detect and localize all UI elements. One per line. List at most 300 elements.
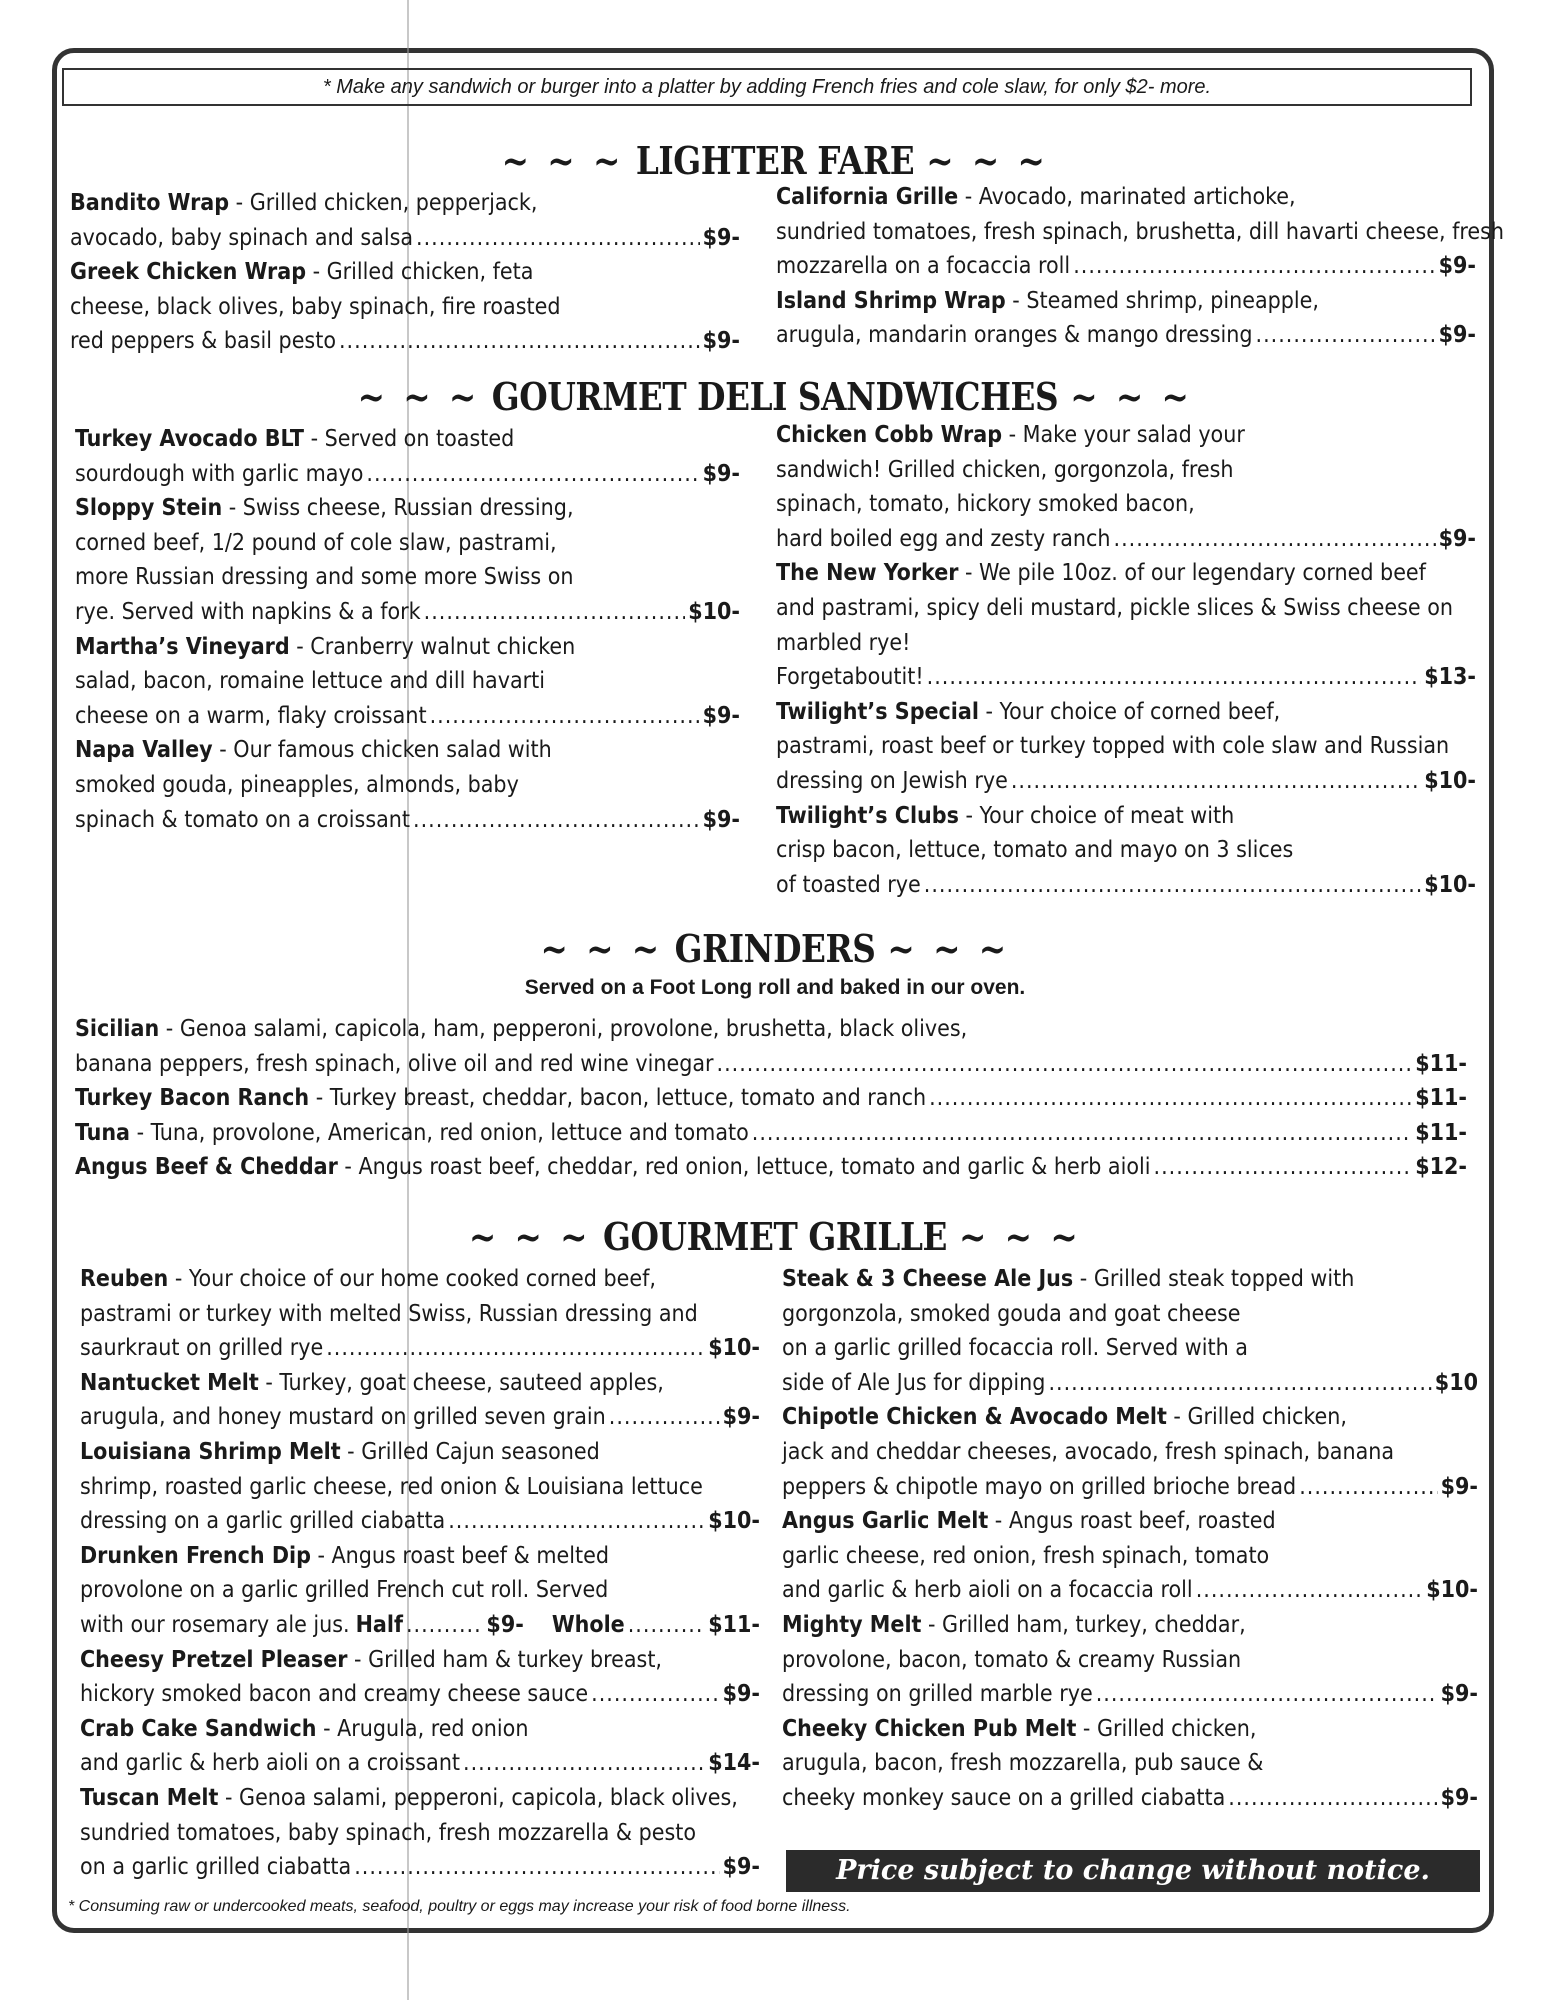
leader-dots (1256, 318, 1436, 353)
menu-item-description: rye. Served with napkins & a fork (75, 598, 421, 625)
menu-item-description: - Make your salad your (1002, 422, 1245, 448)
leader-dots (366, 457, 699, 492)
menu-item-name: Mighty Melt (782, 1611, 922, 1638)
menu-item-price: $14- (708, 1750, 760, 1777)
menu-item-name: Tuscan Melt (80, 1784, 219, 1811)
leader-dots (717, 1047, 1413, 1082)
menu-item (776, 418, 1476, 556)
menu-item-description: and garlic & herb aioli on a focaccia roll (782, 1577, 1193, 1604)
menu-item-price: $10 (1434, 1369, 1478, 1396)
menu-item-text (776, 284, 1319, 319)
menu-item-name: Nantucket Melt (80, 1369, 259, 1396)
menu-item-line (80, 1331, 760, 1366)
menu-item (80, 1366, 760, 1435)
menu-item-price: $9- (722, 1404, 760, 1431)
menu-item-text (75, 1116, 749, 1151)
menu-item-text (782, 1781, 1225, 1816)
menu-item-text (70, 221, 413, 256)
menu-item-text (782, 1539, 1269, 1574)
menu-item-text (70, 290, 560, 325)
leader-dots (1196, 1573, 1424, 1608)
leader-dots (413, 803, 700, 838)
menu-item-text (776, 249, 1070, 284)
menu-item-description: - Tuna, provolone, American, red onion, lettuce and tomato (130, 1119, 749, 1146)
menu-item-description: sourdough with garlic mayo (75, 460, 364, 487)
menu-item-description: - Grilled ham, turkey, cheddar, (921, 1611, 1246, 1638)
menu-item-description: - Grilled chicken, feta (306, 259, 534, 286)
menu-item-text (80, 1643, 662, 1678)
menu-item-description: - Your choice of meat with (958, 802, 1235, 829)
menu-item-line (75, 526, 740, 561)
menu-item-line (80, 1262, 760, 1297)
menu-item-name: Cheesy Pretzel Pleaser (80, 1646, 348, 1673)
menu-item-line (80, 1712, 760, 1747)
menu-item-description: - We pile 10oz. of our legendary corned beef (958, 560, 1426, 587)
menu-item-name: Louisiana Shrimp Melt (80, 1438, 341, 1465)
menu-item-description: on a garlic grilled focaccia roll. Served with a (782, 1335, 1248, 1362)
menu-item-text (776, 453, 1234, 488)
menu-item-price: $12- (1415, 1154, 1467, 1181)
menu-item-text (782, 1746, 1263, 1781)
menu-item-description: red peppers & basil pesto (70, 328, 336, 355)
menu-item-text (776, 418, 1245, 453)
menu-item-line (70, 221, 740, 256)
menu-item-line (776, 318, 1476, 353)
leader-dots (354, 1850, 719, 1885)
menu-item-price: $11- (1415, 1119, 1467, 1146)
menu-item-text (782, 1297, 1241, 1332)
menu-item-description: arugula, mandarin oranges & mango dressing (776, 322, 1253, 349)
half-label: Half (355, 1611, 403, 1638)
leader-dots (1096, 1677, 1438, 1712)
menu-item (75, 630, 740, 734)
half-price: $9- (486, 1611, 524, 1638)
menu-item-description: sandwich! Grilled chicken, gorgonzola, fresh (776, 456, 1234, 483)
heading-gourmet-grille: ~ ~ ~ GOURMET GRILLE ~ ~ ~ (468, 1214, 1082, 1259)
menu-item-line (75, 422, 740, 457)
menu-item-line (776, 799, 1476, 834)
menu-item-description: arugula, and honey mustard on grilled seven grain (80, 1404, 606, 1431)
menu-item-line (776, 522, 1476, 557)
menu-item-text (776, 591, 1453, 626)
menu-item-text (75, 733, 552, 768)
leader-dots (929, 1081, 1412, 1116)
menu-item-text (782, 1262, 1354, 1297)
menu-item (75, 1116, 1467, 1151)
menu-item-line (70, 324, 740, 359)
menu-item-text (776, 318, 1253, 353)
menu-item-text (75, 526, 557, 561)
menu-item-line (776, 556, 1476, 591)
leader-dots (406, 1608, 483, 1643)
menu-item-description: saurkraut on grilled rye (80, 1335, 324, 1362)
menu-item-text (75, 699, 427, 734)
menu-item-text (75, 664, 545, 699)
menu-item (70, 186, 740, 255)
menu-item-description: - Served on toasted (304, 426, 515, 452)
menu-item-description: arugula, bacon, fresh mozzarella, pub sauce & (782, 1750, 1264, 1777)
menu-item-text (80, 1781, 738, 1816)
menu-item-line (776, 660, 1476, 695)
menu-item-line (776, 764, 1476, 799)
menu-item-line (80, 1677, 760, 1712)
leader-dots (463, 1746, 705, 1781)
menu-item-text (75, 768, 519, 803)
menu-item-line (75, 491, 740, 526)
menu-item-line (776, 695, 1476, 730)
menu-item-line (80, 1470, 760, 1505)
menu-item-line (776, 215, 1505, 250)
menu-item-description: shrimp, roasted garlic cheese, red onion & Louisiana lettuce (80, 1473, 703, 1500)
menu-item-line (80, 1850, 760, 1885)
menu-item-text (75, 630, 575, 665)
leader-dots (628, 1608, 705, 1643)
menu-item-text (80, 1504, 445, 1539)
menu-item-price: $9- (1438, 322, 1476, 349)
platter-note: * Make any sandwich or burger into a platter by adding French fries and cole slaw, for only $2- more. (62, 68, 1472, 106)
menu-item-name: Sicilian (75, 1016, 160, 1042)
menu-item-description: - Angus roast beef, roasted (988, 1508, 1276, 1535)
menu-item-text (776, 626, 910, 661)
menu-item-price: $9- (722, 1681, 760, 1708)
menu-item-description: corned beef, 1/2 pound of cole slaw, pastrami, (75, 529, 557, 556)
menu-item-description: crisp bacon, lettuce, tomato and mayo on 3 slices (776, 837, 1294, 864)
heading-lighter-fare: ~ ~ ~ LIGHTER FARE ~ ~ ~ (501, 138, 1049, 183)
menu-item-text (80, 1470, 703, 1505)
leader-dots (1299, 1470, 1437, 1505)
menu-item-description: avocado, baby spinach and salsa (70, 224, 414, 251)
menu-item-line (80, 1608, 760, 1643)
menu-item-description: garlic cheese, red onion, fresh spinach, tomato (782, 1542, 1270, 1569)
menu-item-line (80, 1746, 760, 1781)
menu-item-text (776, 729, 1449, 764)
grille-right-column (782, 1262, 1478, 1816)
menu-item-text (776, 695, 1280, 730)
menu-item-line (776, 591, 1476, 626)
menu-item-text (80, 1573, 608, 1608)
menu-item-description: - Our famous chicken salad with (212, 737, 552, 764)
menu-item-description: of toasted rye (776, 871, 921, 898)
menu-item-line (776, 868, 1476, 903)
menu-item-description: - Grilled Cajun seasoned (340, 1438, 600, 1465)
menu-item-text (776, 833, 1293, 868)
menu-item (776, 799, 1476, 903)
menu-item-line (80, 1366, 760, 1401)
menu-item-text (70, 324, 336, 359)
menu-item-line (782, 1781, 1478, 1816)
menu-item-line (776, 284, 1476, 319)
menu-item-description: - Angus roast beef & melted (310, 1542, 609, 1569)
menu-item-text (75, 1081, 926, 1116)
menu-item-description: on a garlic grilled ciabatta (80, 1854, 352, 1881)
menu-item (75, 733, 740, 837)
menu-item-description: - Grilled steak topped with (1073, 1266, 1355, 1292)
menu-item-text (70, 255, 533, 290)
leader-dots (339, 324, 700, 359)
menu-item-description: cheese on a warm, flaky croissant (75, 702, 427, 729)
menu-item-line (75, 595, 740, 630)
menu-item-line (782, 1712, 1478, 1747)
menu-item-line (80, 1781, 760, 1816)
menu-item-description: pastrami, roast beef or turkey topped with cole slaw and Russian (776, 733, 1450, 760)
menu-item-description: banana peppers, fresh spinach, olive oil and red wine vinegar (75, 1050, 714, 1077)
menu-item-line (782, 1504, 1478, 1539)
menu-item-description: - Your choice of corned beef, (978, 698, 1281, 725)
menu-item-name: Turkey Bacon Ranch (75, 1085, 310, 1112)
menu-item-description: dressing on grilled marble rye (782, 1681, 1093, 1708)
menu-item-name: Greek Chicken Wrap (70, 259, 307, 286)
menu-item-line (776, 487, 1476, 522)
menu-item-text (782, 1366, 1045, 1401)
menu-item-text (80, 1850, 351, 1885)
menu-item-text (776, 180, 1296, 215)
menu-item-description: spinach, tomato, hickory smoked bacon, (776, 491, 1195, 518)
menu-item-line (782, 1366, 1478, 1401)
menu-item-line (782, 1539, 1478, 1574)
menu-item-text (75, 491, 574, 526)
menu-item-description: cheeky monkey sauce on a grilled ciabatta (782, 1784, 1226, 1811)
menu-item-text (782, 1435, 1394, 1470)
menu-item-text (776, 868, 921, 903)
menu-item-text (80, 1366, 664, 1401)
menu-item-text (80, 1539, 609, 1574)
menu-item-description: pastrami or turkey with melted Swiss, Russian dressing and (80, 1300, 698, 1327)
menu-item-description: and pastrami, spicy deli mustard, pickle slices & Swiss cheese on (776, 594, 1453, 621)
menu-item (75, 422, 740, 491)
menu-item-name: Turkey Avocado BLT (75, 426, 305, 452)
menu-item-price: $9- (702, 224, 740, 251)
menu-item-name: Napa Valley (75, 737, 213, 764)
menu-item-line (75, 1116, 1467, 1151)
grinders-subtitle: Served on a Foot Long roll and baked in our oven. (524, 976, 1026, 999)
menu-item-text (80, 1816, 696, 1851)
menu-item-name: Crab Cake Sandwich (80, 1715, 317, 1742)
menu-item-text (80, 1262, 656, 1297)
leader-dots (326, 1331, 705, 1366)
menu-item-text (782, 1470, 1296, 1505)
menu-item-description: - Turkey breast, cheddar, bacon, lettuce, tomato and ranch (309, 1085, 927, 1112)
menu-item-line (782, 1331, 1478, 1366)
menu-item-description: cheese, black olives, baby spinach, fire roasted (70, 293, 561, 320)
menu-item-price: $10- (1424, 871, 1476, 898)
menu-item-name: Chipotle Chicken & Avocado Melt (782, 1404, 1167, 1431)
menu-item-line (782, 1746, 1478, 1781)
menu-item (80, 1435, 760, 1539)
menu-item-line (782, 1573, 1478, 1608)
menu-item-price: $10- (708, 1508, 760, 1535)
menu-item (80, 1539, 760, 1643)
menu-item-text (75, 422, 514, 457)
leader-dots (448, 1504, 705, 1539)
menu-item-line (80, 1504, 760, 1539)
heading-gourmet-deli: ~ ~ ~ GOURMET DELI SANDWICHES ~ ~ ~ (357, 374, 1193, 419)
menu-item (80, 1712, 760, 1781)
menu-item-name: Bandito Wrap (70, 190, 230, 216)
menu-item-description: - Grilled ham & turkey breast, (347, 1646, 663, 1673)
menu-item-line (782, 1435, 1478, 1470)
menu-item-description: - Avocado, marinated artichoke, (958, 184, 1296, 210)
menu-item-description: - Genoa salami, capicola, ham, pepperoni, provolone, brushetta, black olives, (159, 1016, 968, 1042)
menu-item-text (776, 522, 1111, 557)
menu-item-line (776, 833, 1476, 868)
menu-item-description: - Cranberry walnut chicken (289, 633, 576, 660)
menu-item-line (782, 1643, 1478, 1678)
menu-item-text (75, 457, 363, 492)
menu-item-line (782, 1262, 1478, 1297)
menu-item-text (776, 215, 1504, 250)
menu-item-description: more Russian dressing and some more Swiss on (75, 564, 574, 591)
menu-item (776, 695, 1476, 799)
leader-dots (927, 660, 1422, 695)
menu-item-name: Tuna (75, 1119, 131, 1146)
menu-item-name: Angus Garlic Melt (782, 1508, 989, 1535)
menu-item (75, 1012, 1467, 1081)
menu-item-line (776, 626, 1476, 661)
menu-item-name: Martha’s Vineyard (75, 633, 290, 660)
menu-item-name: Cheeky Chicken Pub Melt (782, 1715, 1077, 1742)
menu-item-description: - Angus roast beef, cheddar, red onion, lettuce, tomato and garlic & herb aioli (337, 1154, 1151, 1181)
menu-item-price: $11- (1415, 1085, 1467, 1112)
menu-item (70, 255, 740, 359)
menu-item-text (70, 186, 537, 221)
menu-item-text (782, 1573, 1193, 1608)
leader-dots (1011, 764, 1421, 799)
menu-item-name: Island Shrimp Wrap (776, 287, 1006, 314)
menu-item-text (80, 1297, 698, 1332)
menu-item (782, 1400, 1478, 1504)
menu-item-line (776, 418, 1476, 453)
leader-dots (752, 1116, 1412, 1151)
menu-item-name: Drunken French Dip (80, 1542, 311, 1569)
deli-right-column (776, 418, 1476, 902)
menu-item-price: $11- (708, 1611, 760, 1638)
menu-item-line (75, 560, 740, 595)
menu-item-text (782, 1331, 1248, 1366)
leader-dots (1154, 1150, 1413, 1185)
menu-item-line (75, 457, 740, 492)
menu-item-price: $9- (722, 1854, 760, 1881)
menu-item-description: - Turkey, goat cheese, sauteed apples, (258, 1369, 664, 1396)
menu-item (782, 1608, 1478, 1712)
menu-item (782, 1262, 1478, 1400)
menu-item-price: $13- (1424, 664, 1476, 691)
menu-item-price: $9- (702, 806, 740, 833)
menu-item-price: $11- (1415, 1050, 1467, 1077)
grinders-list (75, 1012, 1467, 1185)
menu-item-line (782, 1400, 1478, 1435)
menu-item-name: The New Yorker (776, 560, 959, 587)
menu-item-text (782, 1712, 1256, 1747)
menu-item-description: - Arugula, red onion (316, 1715, 529, 1742)
leader-dots (1048, 1366, 1431, 1401)
menu-item-line (75, 768, 740, 803)
menu-item-line (782, 1677, 1478, 1712)
menu-item-description: provolone on a garlic grilled French cut roll. Served (80, 1577, 609, 1604)
menu-item (75, 491, 740, 629)
menu-item-name: Chicken Cobb Wrap (776, 422, 1003, 448)
menu-item-text (80, 1677, 588, 1712)
leader-dots (591, 1677, 719, 1712)
menu-item-price: $10- (1424, 767, 1476, 794)
menu-item-text (75, 1150, 1151, 1185)
menu-item-description: dressing on a garlic grilled ciabatta (80, 1508, 446, 1535)
menu-item-line (75, 1081, 1467, 1116)
menu-item-description: smoked gouda, pineapples, almonds, baby (75, 771, 519, 798)
menu-item-text (75, 803, 410, 838)
menu-item-name: Sloppy Stein (75, 495, 223, 522)
menu-item-text (776, 764, 1008, 799)
menu-item (782, 1712, 1478, 1816)
grille-left-column (80, 1262, 760, 1885)
menu-item-description: - Swiss cheese, Russian dressing, (222, 495, 574, 522)
menu-item-description: sundried tomatoes, baby spinach, fresh mozzarella & pesto (80, 1819, 697, 1846)
menu-item-description: - Grilled chicken, (1166, 1404, 1347, 1431)
menu-item-line (80, 1297, 760, 1332)
menu-item-price: $9- (1438, 253, 1476, 280)
menu-item (80, 1643, 760, 1712)
leader-dots (924, 868, 1421, 903)
menu-item-name: California Grille (776, 184, 959, 210)
leader-dots (1228, 1781, 1437, 1816)
menu-item-line (80, 1539, 760, 1574)
menu-item-line (80, 1816, 760, 1851)
menu-item (75, 1081, 1467, 1116)
menu-item-line (80, 1643, 760, 1678)
menu-item-description: and garlic & herb aioli on a croissant (80, 1750, 461, 1777)
menu-item-text (776, 556, 1426, 591)
menu-item-description: gorgonzola, smoked gouda and goat cheese (782, 1300, 1241, 1327)
menu-item-description: mozzarella on a focaccia roll (776, 253, 1071, 280)
menu-item-line (75, 803, 740, 838)
menu-item-text (75, 1012, 967, 1047)
menu-item-description: - Grilled chicken, (1076, 1715, 1257, 1742)
menu-item-line (80, 1573, 760, 1608)
menu-item-line (776, 453, 1476, 488)
menu-item (776, 180, 1505, 284)
menu-item-text (782, 1643, 1241, 1678)
menu-item-description: hard boiled egg and zesty ranch (776, 525, 1111, 552)
menu-item (80, 1262, 760, 1366)
leader-dots (609, 1400, 720, 1435)
menu-item-price: $9- (702, 460, 740, 487)
menu-item-text (782, 1400, 1347, 1435)
menu-item-text (782, 1504, 1276, 1539)
menu-item-line (776, 729, 1476, 764)
menu-item-text (80, 1608, 403, 1643)
menu-item-text (80, 1400, 606, 1435)
lighter-fare-right-column (776, 180, 1505, 353)
menu-item-line (80, 1435, 760, 1470)
menu-item-description: side of Ale Jus for dipping (782, 1369, 1046, 1396)
menu-item-description: Forgetaboutit! (776, 664, 924, 691)
menu-item-description: jack and cheddar cheeses, avocado, fresh spinach, banana (782, 1438, 1395, 1465)
leader-dots (424, 595, 686, 630)
menu-item-line (75, 1012, 1467, 1047)
menu-item-description: - Grilled chicken, pepperjack, (229, 190, 538, 216)
menu-item-text (75, 595, 421, 630)
menu-item-line (70, 290, 740, 325)
menu-item-description: with our rosemary ale jus. (80, 1611, 350, 1638)
menu-item-description: - Steamed shrimp, pineapple, (1005, 287, 1319, 314)
menu-item-text (75, 1047, 714, 1082)
menu-item-price: $9- (1440, 1473, 1478, 1500)
menu-item-line (80, 1400, 760, 1435)
menu-item-price: $10- (1426, 1577, 1478, 1604)
menu-item-price: $9- (702, 328, 740, 355)
menu-item-description: peppers & chipotle mayo on grilled brioche bread (782, 1473, 1297, 1500)
menu-item-text (782, 1608, 1246, 1643)
price-notice: Price subject to change without notice. (786, 1850, 1480, 1892)
